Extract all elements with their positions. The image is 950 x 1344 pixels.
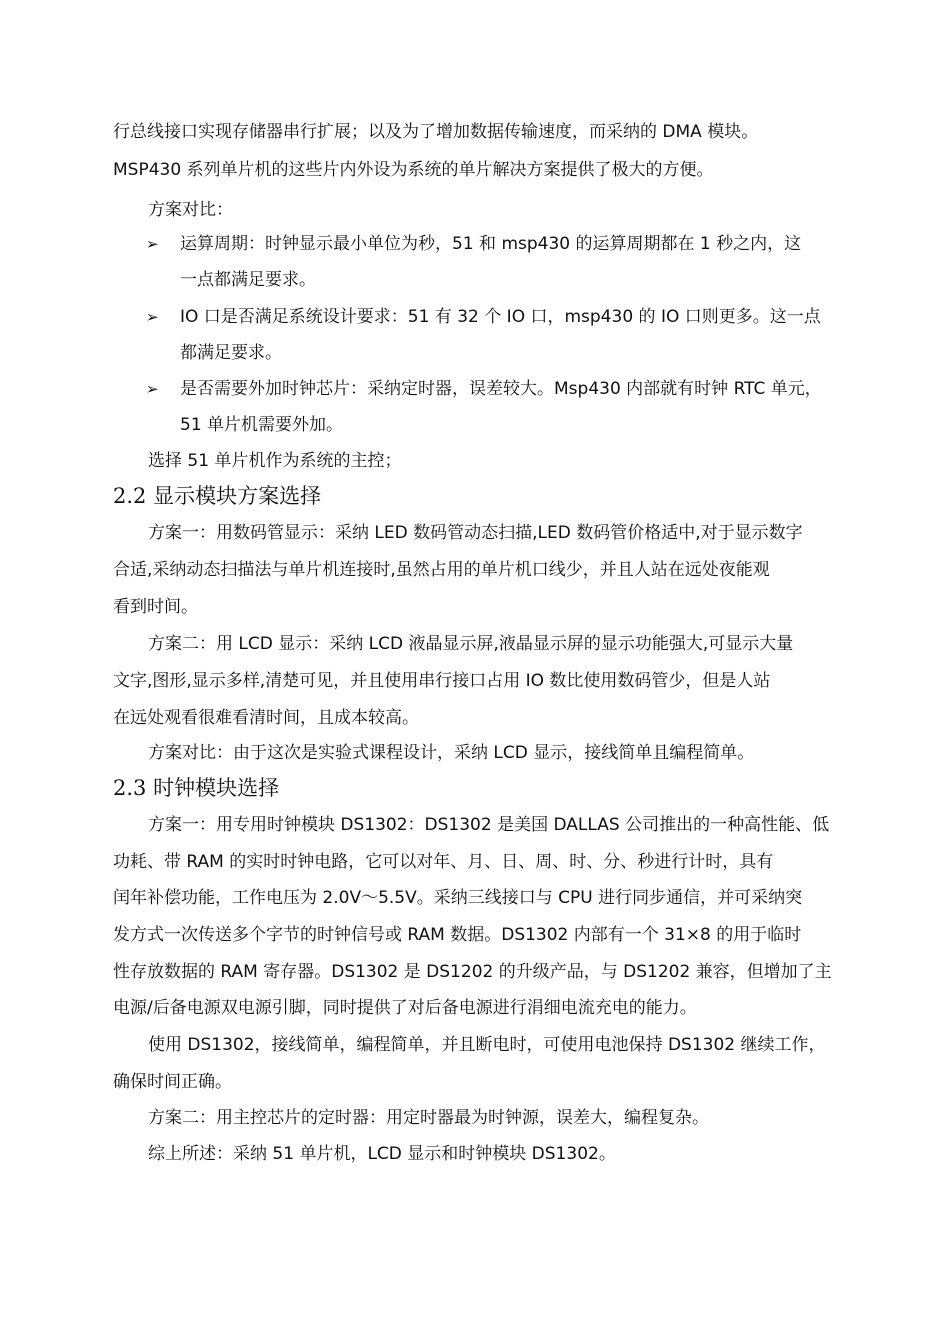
body-text-line: 闰年补偿功能，工作电压为 2.0V～5.5V。采纳三线接口与 CPU 进行同步通信，并可采纳突: [113, 888, 803, 908]
bullet-arrow-icon: ➢: [146, 380, 159, 398]
body-text-line: 方案二：用主控芯片的定时器：用定时器最为时钟源，误差大，编程复杂。: [148, 1108, 709, 1128]
body-text-line: 确保时间正确。: [113, 1072, 232, 1092]
bullet-arrow-icon: ➢: [146, 308, 159, 326]
section-heading: 2.2 显示模块方案选择: [113, 484, 322, 508]
bullet-arrow-icon: ➢: [146, 235, 159, 253]
body-text-line: 功耗、带 RAM 的实时时钟电路，它可以对年、月、日、周、时、分、秒进行计时，具有: [113, 852, 774, 872]
body-text-line: 电源/后备电源双电源引脚，同时提供了对后备电源进行涓细电流充电的能力。: [113, 998, 697, 1018]
bullet-item-text: 都满足要求。: [180, 343, 282, 363]
body-text-line: 发方式一次传送多个字节的时钟信号或 RAM 数据。DS1302 内部有一个 31×8 的用于临时: [113, 925, 802, 945]
body-text-line: 方案一：用专用时钟模块 DS1302：DS1302 是美国 DALLAS 公司推出的一种高性能、低: [148, 815, 830, 835]
body-text-line: 方案二：用 LCD 显示：采纳 LCD 液晶显示屏,液晶显示屏的显示功能强大,可显示大量: [148, 634, 794, 654]
bullet-item-text: 是否需要外加时钟芯片：采纳定时器，误差较大。Msp430 内部就有时钟 RTC 单元，: [180, 379, 822, 399]
body-text-line: 在远处观看很难看清时间，且成本较高。: [113, 708, 419, 728]
bullet-item-text: 一点都满足要求。: [180, 270, 316, 290]
body-text-line: 性存放数据的 RAM 寄存器。DS1302 是 DS1202 的升级产品，与 DS1202 兼容，但增加了主: [113, 962, 832, 982]
body-text-line: 合适,采纳动态扫描法与单片机连接时,虽然占用的单片机口线少，并且人站在远处夜能观: [113, 560, 770, 580]
section-heading: 2.3 时钟模块选择: [113, 776, 280, 800]
body-text-line: MSP430 系列单片机的这些片内外设为系统的单片解决方案提供了极大的方便。: [113, 160, 714, 180]
body-text-line: 综上所述：采纳 51 单片机，LCD 显示和时钟模块 DS1302。: [148, 1144, 616, 1164]
body-text-line: 方案对比：: [148, 200, 233, 220]
bullet-item-text: 运算周期：时钟显示最小单位为秒，51 和 msp430 的运算周期都在 1 秒之内，这: [180, 234, 802, 254]
bullet-item-text: 51 单片机需要外加。: [180, 415, 344, 435]
body-text-line: 看到时间。: [113, 597, 198, 617]
body-text-line: 文字,图形,显示多样,清楚可见，并且使用串行接口占用 IO 数比使用数码管少，但是人站: [113, 671, 771, 691]
body-text-line: 方案对比：由于这次是实验式课程设计，采纳 LCD 显示，接线简单且编程简单。: [148, 743, 755, 763]
bullet-item-text: IO 口是否满足系统设计要求：51 有 32 个 IO 口，msp430 的 IO 口则更多。这一点: [180, 307, 821, 327]
body-text-line: 选择 51 单片机作为系统的主控；: [148, 451, 402, 471]
body-text-line: 使用 DS1302，接线简单，编程简单，并且断电时，可使用电池保持 DS1302 继续工作，: [148, 1035, 826, 1055]
body-text-line: 方案一：用数码管显示：采纳 LED 数码管动态扫描,LED 数码管价格适中,对于显示数字: [148, 523, 803, 543]
body-text-line: 行总线接口实现存储器串行扩展；以及为了增加数据传输速度，而采纳的 DMA 模块。: [113, 122, 759, 142]
